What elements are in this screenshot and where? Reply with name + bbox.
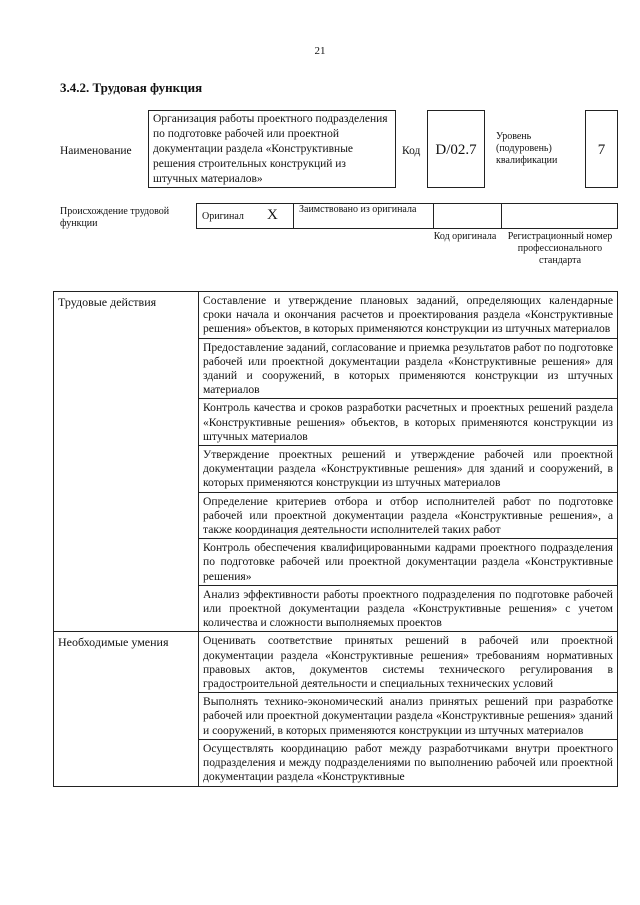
list-item: Оценивать соответствие принятых решений в рабочей или проектной документации раздела «Конструктивные решения» требованиям нормативных правовых актов, документов системы технического регулирования в градостроительной деятельности и специальных технических условий (199, 632, 617, 693)
origin-divider-3 (501, 203, 502, 229)
section-row-skills (53, 631, 618, 786)
level-label: Уровень (подуровень) квалификации (496, 131, 558, 166)
code-original-caption: Код оригинала (433, 231, 497, 242)
page-number: 21 (314, 45, 326, 57)
original-label: Оригинал (202, 211, 244, 222)
section-items (199, 632, 618, 785)
code-label: Код (402, 145, 421, 157)
borrowed-label: Заимствовано из оригинала (299, 204, 417, 215)
section-items (199, 292, 618, 631)
section-label: Трудовые действия (53, 292, 199, 631)
list-item: Анализ эффективности работы проектного подразделения по подготовке рабочей или проектной документации раздела «Конструктивные решения» с учетом количества и сложности выполняемых проектов (203, 587, 613, 630)
function-name-box (148, 110, 396, 188)
reg-number-caption: Регистрационный номер профессионального стандарта (507, 231, 613, 266)
list-item: Контроль обеспечения квалифицированными кадрами проектного подразделения по подготовке рабочей или проектной документации раздела «Конструктивные решения» (199, 539, 617, 586)
list-item: Составление и утверждение плановых заданий, определяющих календарные сроки начала и окончания расчетов и проектирования раздела «Конструктивные решения» объектов, в которых применяются конструкции из штучных материалов (199, 292, 617, 339)
origin-label: Происхождение трудовой функции (60, 206, 170, 229)
function-name-value: Организация работы проектного подразделения по подготовке рабочей или проектной документации раздела «Конструктивные решения строительных конструкций из штучных материалов» (153, 113, 388, 185)
origin-table (196, 203, 618, 229)
origin-divider-2 (433, 203, 434, 229)
list-item: Контроль качества и сроков разработки расчетных и проектных решений раздела «Конструктивные решения» объектов, в которых применяются конструкции из штучных материалов (199, 399, 617, 446)
section-row-actions (53, 291, 618, 631)
list-item: Выполнять технико-экономический анализ принятых решений при разработке рабочей или проектной документации раздела «Конструктивные решения» зданий и сооружений, в которых применяются конструкции из штучных материалов (199, 693, 617, 740)
section-label: Необходимые умения (53, 632, 199, 785)
list-item: Предоставление заданий, согласование и приемка результатов работ по подготовке рабочей или проектной документации раздела «Конструктивные решения» для зданий и сооружений, в которых применяются конструкции из штучных материалов (199, 339, 617, 400)
list-item: Осуществлять координацию работ между разработчиками внутри проектного подразделения и между подразделениями по выполнению рабочей или проектной документации раздела «Конструктивные (203, 741, 613, 784)
name-label: Наименование (60, 145, 132, 157)
list-item: Утверждение проектных решений и утверждение рабочей или проектной документации раздела «Конструктивные решения» для зданий и сооружений, в которых применяются конструкции из штучных материалов (199, 446, 617, 493)
section-title: 3.4.2. Трудовая функция (60, 80, 203, 95)
origin-divider-1 (293, 203, 294, 229)
original-mark: X (267, 207, 278, 223)
code-value: D/02.7 (427, 110, 485, 188)
function-table (53, 291, 618, 787)
list-item: Определение критериев отбора и отбор исполнителей работ по подготовке рабочей или проектной документации раздела «Конструктивные решения», а также координация деятельности исполнителей таких работ (199, 493, 617, 540)
level-value: 7 (585, 110, 618, 188)
